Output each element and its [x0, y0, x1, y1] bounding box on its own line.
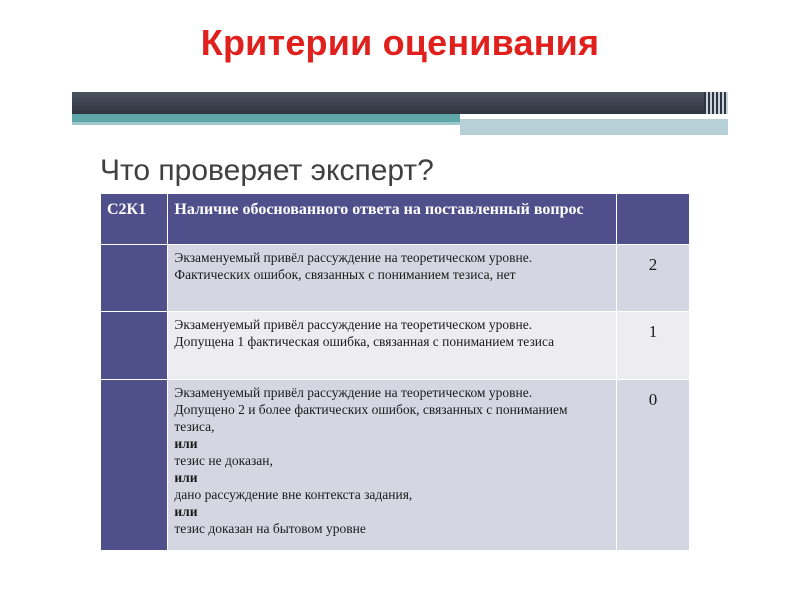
slide-subtitle: Что проверяет эксперт?	[100, 154, 434, 187]
decorative-stripes	[704, 92, 728, 114]
description-line: Фактических ошибок, связанных с пониманием тезиса, нет	[174, 267, 516, 282]
row-code-cell	[101, 312, 168, 380]
row-score: 1	[617, 312, 690, 380]
slide-title: Критерии оценивания	[200, 22, 600, 63]
alternative-text: тезис доказан на бытовом уровне	[174, 521, 366, 536]
alternative-text: дано рассуждение вне контекста задания,	[174, 487, 413, 502]
row-description	[168, 380, 617, 551]
criterion-code: С2К1	[101, 194, 168, 245]
table-row	[101, 380, 690, 551]
score-header	[617, 194, 690, 245]
alternative-text: тезис не доказан,	[174, 453, 273, 468]
description-line: Экзаменуемый привёл рассуждение на теоретическом уровне.	[174, 250, 533, 265]
decorative-bar-light	[460, 119, 728, 135]
decorative-bar-teal-thin	[72, 122, 460, 125]
or-connector: или	[174, 504, 198, 519]
or-connector: или	[174, 436, 198, 451]
or-connector: или	[174, 470, 198, 485]
criteria-table	[100, 193, 690, 551]
row-description	[168, 245, 617, 312]
description-line: Допущена 1 фактическая ошибка, связанная с пониманием тезиса	[174, 334, 555, 349]
row-code-cell	[101, 380, 168, 551]
criterion-title: Наличие обоснованного ответа на поставленный вопрос	[168, 194, 617, 245]
row-score: 0	[617, 380, 690, 551]
description-line: Экзаменуемый привёл рассуждение на теоретическом уровне.	[174, 385, 533, 400]
decorative-bar-dark	[72, 92, 720, 114]
table-row	[101, 245, 690, 312]
description-line: Допущено 2 и более фактических ошибок, связанных с пониманием тезиса,	[174, 402, 568, 434]
table-header-row	[101, 194, 690, 245]
row-score: 2	[617, 245, 690, 312]
description-line: Экзаменуемый привёл рассуждение на теоретическом уровне.	[174, 317, 533, 332]
table-row	[101, 312, 690, 380]
row-description	[168, 312, 617, 380]
row-code-cell	[101, 245, 168, 312]
decorative-bar-teal	[72, 114, 460, 122]
